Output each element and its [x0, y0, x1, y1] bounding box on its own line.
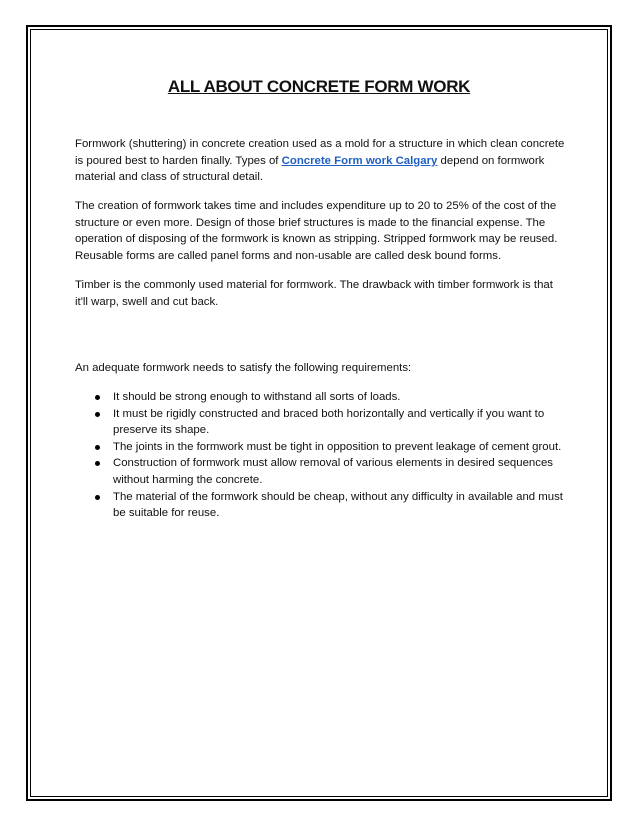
- bullet-icon: [95, 495, 100, 500]
- list-item-text: The material of the formwork should be cheap, without any difficulty in available and must be suitable for reuse.: [113, 490, 563, 520]
- concrete-formwork-calgary-link[interactable]: Concrete Form work Calgary: [281, 154, 438, 167]
- requirements-intro: An adequate formwork needs to satisfy the following requirements:: [75, 361, 412, 374]
- bullet-icon: [95, 445, 100, 450]
- requirements-list: [75, 389, 565, 522]
- list-item: [113, 439, 565, 456]
- list-item: [113, 489, 565, 522]
- bullet-icon: [95, 395, 100, 400]
- list-item: [113, 455, 565, 488]
- document-title: ALL ABOUT CONCRETE FORM WORK: [167, 77, 471, 96]
- paragraph-intro-text-before: Formwork (shuttering) in concrete creation used as a mold for a structure in which clean concrete is poured best to harden finally. Types of: [75, 138, 565, 167]
- bullet-icon: [95, 461, 100, 466]
- list-item: [113, 406, 565, 439]
- document-body: [75, 136, 565, 522]
- paragraph-cost: The creation of formwork takes time and includes expenditure up to 20 to 25% of the cost of the structure or even more. Design of those brief structures is made to the financial expense. The operation of disposing of the formwork is known as stripping. Stripped formwork may be reused. Reusable forms are called panel forms and non-usable are called desk bound forms.: [75, 200, 558, 263]
- paragraph-intro-text-after: depend on formwork material and class of structural detail.: [75, 154, 545, 184]
- list-item: [113, 389, 565, 406]
- bullet-icon: [95, 412, 100, 417]
- paragraph-timber: Timber is the commonly used material for formwork. The drawback with timber formwork is that it'll warp, swell and cut back.: [75, 279, 553, 308]
- list-item-text: Construction of formwork must allow removal of various elements in desired sequences without harming the concrete.: [113, 457, 553, 486]
- paragraph-intro: [75, 136, 565, 186]
- spacer: [75, 323, 565, 360]
- list-item-text: It must be rigidly constructed and braced both horizontally and vertically if you want to preserve its shape.: [113, 407, 545, 437]
- list-item-text: It should be strong enough to withstand all sorts of loads.: [113, 390, 401, 403]
- list-item-text: The joints in the formwork must be tight in opposition to prevent leakage of cement grout.: [113, 440, 562, 453]
